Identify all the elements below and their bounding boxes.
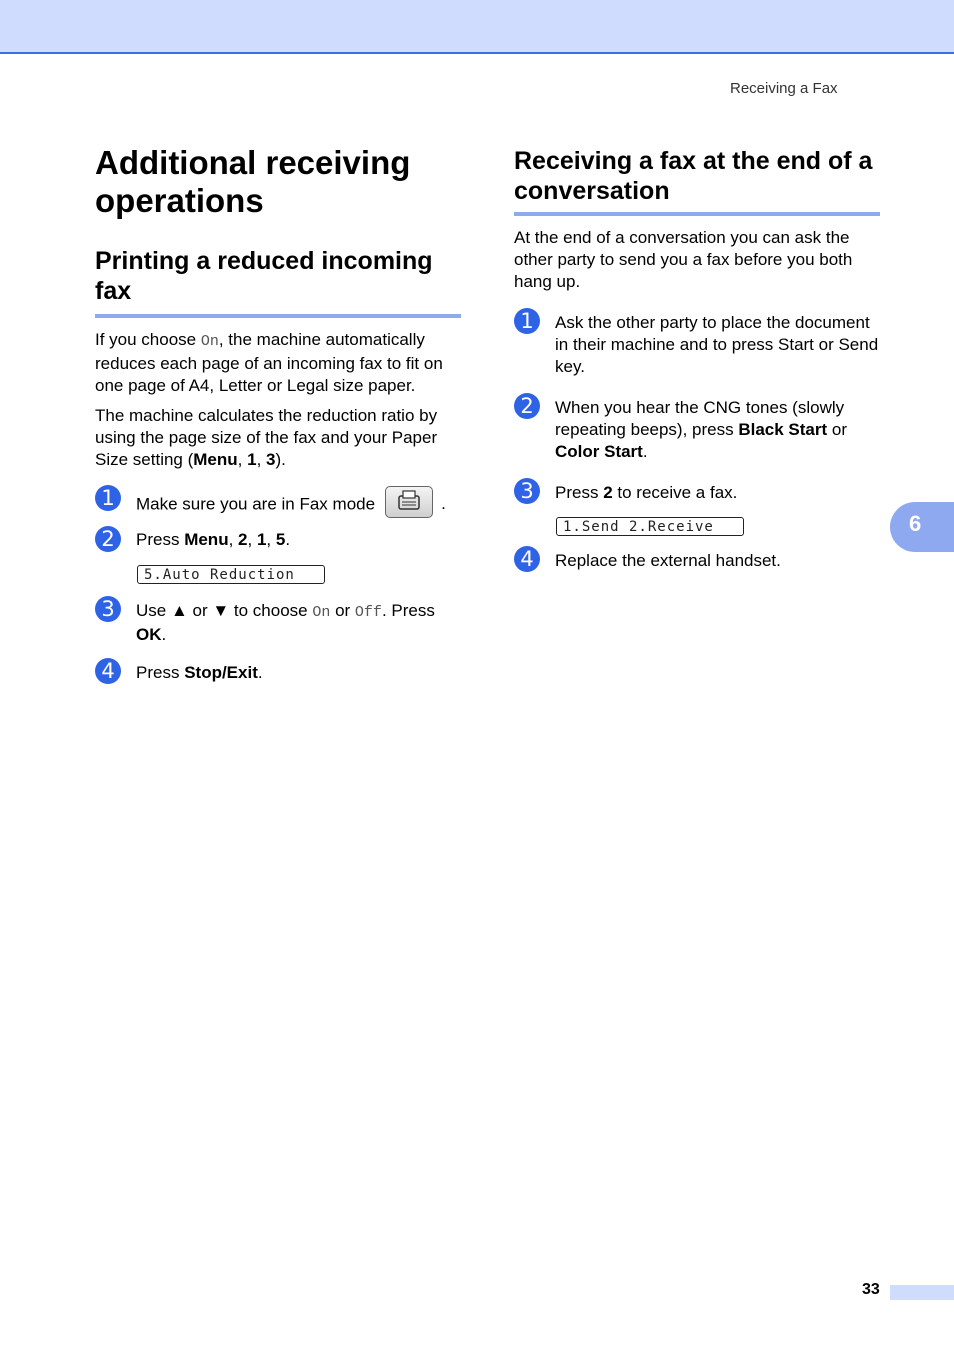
bold-text: Black Start — [738, 420, 828, 439]
step-text — [555, 482, 737, 504]
left-step-4 — [95, 658, 465, 684]
step-number: 4 — [514, 546, 540, 572]
text: Use ▲ or ▼ to choose — [136, 601, 313, 620]
top-band — [0, 0, 954, 54]
step-text — [136, 489, 446, 521]
mono-value: On — [200, 333, 219, 350]
left-para-2 — [95, 405, 465, 471]
bold-text: Color Start — [555, 442, 643, 461]
lcd-display-send-receive: 1.Send 2.Receive — [556, 517, 744, 536]
step-number: 4 — [95, 658, 121, 684]
text: or — [827, 420, 848, 439]
right-intro: At the end of a conversation you can ask the other party to send you a fax before you both hang up. — [514, 228, 853, 291]
bold-text: Menu — [184, 530, 229, 549]
section-rule — [514, 212, 880, 216]
text: When you hear the CNG tones (slowly repeating beeps), press — [555, 398, 845, 439]
step-number: 3 — [95, 596, 121, 622]
text: Press — [136, 663, 185, 682]
text: . Press — [381, 601, 435, 620]
bold-text: 3 — [266, 450, 276, 469]
step-text: Replace the external handset. — [555, 551, 781, 570]
left-step-2 — [95, 526, 465, 552]
section-title-end-of-conversation: Receiving a fax at the end of a conversation — [514, 147, 873, 205]
mono-value: On — [312, 604, 331, 621]
bold-text: 1 — [247, 450, 257, 469]
text: , — [228, 530, 239, 549]
text: ). — [275, 450, 286, 469]
right-step-3 — [514, 478, 882, 504]
step-number: 2 — [95, 526, 121, 552]
left-step-3 — [95, 596, 465, 646]
text: If you choose — [95, 330, 201, 349]
step-number: 1 — [514, 308, 540, 334]
bold-text: Stop/Exit — [184, 663, 258, 682]
text: , — [247, 530, 257, 549]
section-title-reduced-fax: Printing a reduced incoming fax — [95, 247, 433, 305]
chapter-tab: 6 — [890, 502, 954, 552]
step-text — [555, 397, 880, 463]
running-header: Receiving a Fax — [730, 80, 838, 97]
text: or — [330, 601, 355, 620]
step-number: 3 — [514, 478, 540, 504]
step-text — [136, 662, 263, 684]
lcd-display-auto-reduction: 5.Auto Reduction — [137, 565, 325, 584]
right-step-4 — [514, 546, 882, 572]
left-step-1 — [95, 485, 465, 521]
page-number: 33 — [862, 1281, 880, 1298]
text: . — [161, 625, 167, 644]
step-text — [136, 600, 461, 646]
step-number: 2 — [514, 393, 540, 419]
text: , the machine automatically reduces each page of an incoming fax to fit on one page of A4, Letter or Legal size paper. — [95, 330, 443, 395]
mono-value: Off — [354, 604, 382, 621]
page-number-bar — [890, 1285, 954, 1300]
text: , — [256, 450, 267, 469]
bold-text: 1 — [256, 530, 267, 549]
text: to receive a fax. — [612, 483, 738, 502]
step-text: Ask the other party to place the document in their machine and to press Start or Send key. — [555, 313, 879, 376]
right-section-heading — [514, 146, 880, 216]
text: , — [266, 530, 276, 549]
step-number: 1 — [95, 485, 121, 511]
left-para-1 — [95, 329, 463, 397]
section-rule — [95, 314, 461, 318]
text: . — [257, 663, 263, 682]
right-step-2 — [514, 393, 882, 463]
text: , — [237, 450, 248, 469]
fax-mode-key-icon — [385, 486, 433, 518]
text: Make sure you are in Fax mode — [136, 494, 376, 514]
text: Press — [136, 530, 185, 549]
step-text — [136, 529, 290, 551]
text: . — [285, 530, 291, 549]
text: The machine calculates the reduction ratio by using the page size of the fax and your Paper Size setting ( — [95, 406, 438, 469]
bold-text: Menu — [193, 450, 238, 469]
bold-text: 2 — [238, 530, 248, 549]
bold-text: 2 — [603, 483, 613, 502]
page-title: Additional receiving operations — [95, 144, 411, 219]
text: Press — [555, 483, 604, 502]
bold-text: OK — [136, 625, 162, 644]
text: . — [441, 494, 446, 514]
right-step-1 — [514, 308, 882, 378]
text: . — [642, 442, 648, 461]
left-section-heading — [95, 246, 461, 318]
bold-text: 5 — [275, 530, 286, 549]
